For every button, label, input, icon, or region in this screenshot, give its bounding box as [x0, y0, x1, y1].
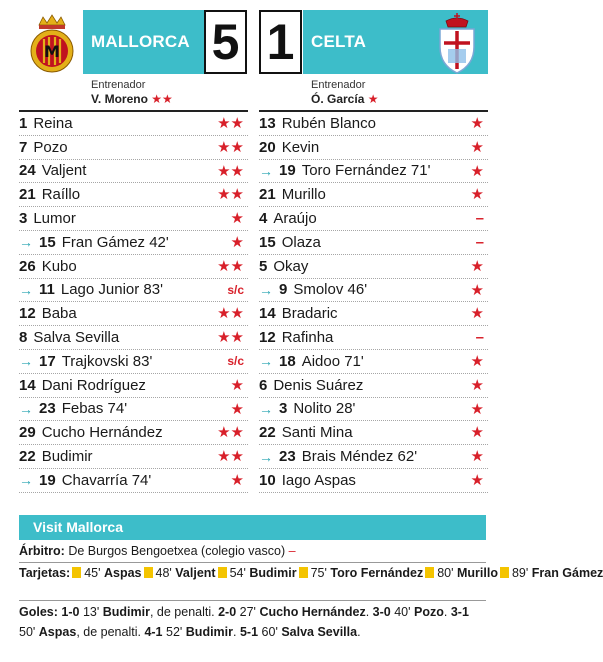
player-rating: ★★: [217, 448, 244, 466]
player-number: 14: [19, 376, 36, 394]
home-player-row: [19, 112, 248, 136]
player-name: Rafinha: [281, 329, 334, 347]
goal-player: Pozo: [414, 605, 444, 619]
player-name: Araújo: [273, 210, 317, 228]
player-rating: ★★: [217, 162, 244, 180]
away-player-row: [259, 207, 488, 231]
player-rating: ★: [230, 400, 244, 418]
player-name: Pozo: [33, 138, 68, 156]
player-name: Dani Rodríguez: [41, 376, 146, 394]
player-rating: ★★: [217, 305, 244, 323]
player-number: 14: [259, 305, 276, 323]
player-number: 23: [39, 400, 56, 418]
player-name: Salva Sevilla: [33, 329, 120, 347]
arrow-right-icon: →: [259, 281, 273, 298]
player-name: Kevin: [281, 138, 320, 156]
player-rating: s/c: [227, 353, 244, 368]
player-number: 19: [279, 162, 296, 180]
goal-note: .: [357, 625, 361, 639]
goal-minute: 50': [19, 625, 36, 639]
home-player-row: [19, 231, 248, 255]
home-player-row: [19, 398, 248, 422]
arrow-right-icon: →: [19, 234, 33, 251]
player-name: Chavarría 74': [61, 471, 152, 489]
away-player-row: [259, 350, 488, 374]
player-number: 22: [259, 424, 276, 442]
home-player-row: [19, 302, 248, 326]
goal-minute: 13': [82, 605, 100, 619]
player-number: 21: [259, 186, 276, 204]
away-player-row: [259, 183, 488, 207]
player-name: Olaza: [281, 233, 321, 251]
player-rating: ★: [470, 281, 484, 299]
player-rating: ★: [470, 257, 484, 275]
player-number: 26: [19, 257, 36, 275]
player-rating: ★: [470, 186, 484, 204]
player-number: 9: [279, 281, 288, 299]
sponsor-bar: Visit Mallorca: [19, 515, 486, 540]
player-number: 3: [279, 400, 288, 418]
goal-score: 3-1: [450, 605, 469, 619]
player-rating: ★: [470, 305, 484, 323]
home-player-row: [19, 279, 248, 303]
home-lineup: [19, 110, 248, 493]
home-player-row: [19, 445, 248, 469]
goal-player: Cucho Hernández: [259, 605, 366, 619]
away-player-row: [259, 136, 488, 160]
player-number: 3: [19, 210, 28, 228]
arrow-right-icon: →: [19, 400, 33, 417]
player-number: 15: [39, 233, 56, 251]
player-number: 6: [259, 376, 268, 394]
goal-score: 3-0: [372, 605, 391, 619]
home-coach: [19, 74, 248, 110]
player-name: Murillo: [281, 186, 326, 204]
home-team-column: [19, 10, 248, 493]
yellow-card-icon: [299, 567, 308, 578]
home-player-row: [19, 421, 248, 445]
player-number: 19: [39, 471, 56, 489]
player-number: 18: [279, 352, 296, 370]
card-player: Toro Fernández: [330, 566, 424, 580]
yellow-card-icon: [218, 567, 227, 578]
goal-minute: 40': [394, 605, 411, 619]
player-number: 29: [19, 424, 36, 442]
goal-note: , de penalti.: [76, 625, 141, 639]
player-name: Kubo: [41, 257, 77, 275]
player-number: 23: [279, 448, 296, 466]
player-name: Reina: [33, 114, 73, 132]
home-team-name: MALLORCA: [91, 32, 190, 51]
home-coach-label: Entrenador: [91, 79, 146, 91]
player-rating: ★: [470, 115, 484, 132]
home-player-row: [19, 374, 248, 398]
player-number: 10: [259, 471, 276, 489]
card-player: Valjent: [175, 566, 216, 580]
goal-minute: 60': [261, 625, 278, 639]
player-rating: ★: [470, 376, 484, 394]
home-player-row: [19, 255, 248, 279]
away-team-name: CELTA: [311, 32, 367, 51]
card-player: Budimir: [249, 566, 297, 580]
away-player-row: [259, 398, 488, 422]
player-name: Denis Suárez: [273, 376, 364, 394]
player-number: 8: [19, 329, 28, 347]
arrow-right-icon: →: [259, 448, 273, 465]
referee-label: Árbitro:: [19, 544, 65, 558]
player-number: 4: [259, 210, 268, 228]
player-name: Baba: [41, 305, 77, 323]
player-rating: ★★: [217, 424, 244, 442]
player-rating: ★: [470, 448, 484, 466]
player-rating: ★★: [217, 115, 244, 132]
player-name: Santi Mina: [281, 424, 353, 442]
yellow-card-icon: [500, 567, 509, 578]
away-coach-name: Ó. García: [311, 92, 365, 106]
away-player-row: [259, 302, 488, 326]
away-lineup: [259, 110, 488, 493]
away-player-row: [259, 421, 488, 445]
card-minute: 80': [437, 566, 454, 580]
home-player-row: [19, 160, 248, 184]
away-team-column: [259, 10, 488, 493]
away-player-row: [259, 279, 488, 303]
goals-section: [19, 600, 486, 642]
home-coach-stars: ★★: [151, 92, 173, 106]
home-player-row: [19, 183, 248, 207]
player-rating: ★: [470, 352, 484, 370]
goal-score: 5-1: [239, 625, 259, 639]
player-name: Fran Gámez 42': [61, 233, 169, 251]
arrow-right-icon: →: [19, 472, 33, 489]
away-player-row: [259, 160, 488, 184]
mallorca-crest-icon: [21, 13, 83, 75]
away-header: [259, 10, 488, 74]
player-rating: ★: [230, 210, 244, 228]
player-rating: –: [475, 329, 484, 347]
player-rating: –: [475, 210, 484, 228]
player-number: 17: [39, 352, 56, 370]
player-name: Toro Fernández 71': [301, 162, 431, 180]
goal-note: , de penalti.: [149, 605, 215, 619]
goal-minute: 52': [166, 625, 183, 639]
player-rating: ★★: [217, 329, 244, 347]
home-player-row: [19, 326, 248, 350]
goal-score: 2-0: [218, 605, 237, 619]
player-number: 21: [19, 186, 36, 204]
player-rating: ★: [470, 471, 484, 489]
player-name: Lago Junior 83': [60, 281, 163, 299]
yellow-card-icon: [72, 567, 81, 578]
referee-name: De Burgos Bengoetxea (colegio vasco): [68, 544, 286, 558]
player-name: Raíllo: [41, 186, 81, 204]
arrow-right-icon: →: [19, 281, 33, 298]
home-coach-name: V. Moreno: [91, 92, 148, 106]
player-rating: ★: [230, 376, 244, 394]
card-minute: 89': [511, 566, 529, 580]
arrow-right-icon: →: [259, 400, 273, 417]
goals-label: Goles:: [19, 605, 58, 619]
card-player: Aspas: [103, 566, 142, 580]
referee-rating: –: [288, 544, 296, 558]
home-player-row: [19, 136, 248, 160]
card-player: Fran Gámez: [531, 566, 603, 580]
away-coach-stars: ★: [367, 92, 379, 106]
away-score: 1: [259, 10, 302, 74]
away-player-row: [259, 112, 488, 136]
player-rating: –: [475, 233, 484, 251]
player-rating: ★★: [217, 138, 244, 156]
goal-player: Budimir: [185, 625, 234, 639]
player-rating: ★: [470, 162, 484, 180]
player-rating: ★★: [217, 257, 244, 275]
player-name: Aidoo 71': [301, 352, 364, 370]
goal-player: Budimir: [102, 605, 150, 619]
player-rating: ★★: [217, 186, 244, 204]
goal-note: .: [365, 605, 370, 619]
arrow-right-icon: →: [19, 353, 33, 370]
celta-crest-icon: [426, 13, 488, 75]
player-rating: ★: [470, 400, 484, 418]
cards-section: [19, 562, 603, 583]
player-name: Trajkovski 83': [61, 352, 153, 370]
player-name: Okay: [273, 257, 309, 275]
goal-score: 4-1: [144, 625, 163, 639]
card-minute: 75': [310, 566, 327, 580]
yellow-card-icon: [425, 567, 434, 578]
card-player: Murillo: [457, 566, 498, 580]
home-player-row: [19, 207, 248, 231]
player-name: Febas 74': [61, 400, 128, 418]
card-minute: 54': [229, 566, 246, 580]
home-player-row: [19, 350, 248, 374]
player-name: Iago Aspas: [281, 471, 356, 489]
player-number: 22: [19, 448, 36, 466]
referee-line: [19, 542, 486, 561]
home-player-row: [19, 469, 248, 493]
home-header: [19, 10, 248, 74]
player-name: Rubén Blanco: [281, 114, 376, 132]
svg-text:M: M: [44, 42, 60, 61]
player-name: Budimir: [41, 448, 93, 466]
cards-label: Tarjetas:: [19, 566, 71, 580]
player-rating: ★: [230, 233, 244, 251]
away-coach: [259, 74, 488, 110]
player-number: 12: [19, 305, 36, 323]
goal-minute: 27': [239, 605, 256, 619]
away-player-row: [259, 469, 488, 493]
player-name: Brais Méndez 62': [301, 448, 418, 466]
player-number: 20: [259, 138, 276, 156]
player-rating: ★: [470, 138, 484, 156]
arrow-right-icon: →: [259, 162, 273, 179]
player-rating: ★: [230, 471, 244, 489]
player-number: 13: [259, 114, 276, 132]
goal-player: Salva Sevilla: [281, 625, 358, 639]
player-number: 1: [19, 114, 28, 132]
home-score: 5: [204, 10, 247, 74]
arrow-right-icon: →: [259, 353, 273, 370]
player-name: Cucho Hernández: [41, 424, 163, 442]
goal-player: Aspas: [38, 625, 77, 639]
player-name: Lumor: [33, 210, 76, 228]
card-minute: 45': [84, 566, 101, 580]
goal-note: .: [443, 605, 448, 619]
away-player-row: [259, 445, 488, 469]
player-rating: ★: [470, 424, 484, 442]
away-player-row: [259, 255, 488, 279]
player-name: Nolito 28': [293, 400, 356, 418]
player-number: 5: [259, 257, 268, 275]
player-number: 15: [259, 233, 276, 251]
away-player-row: [259, 374, 488, 398]
goal-note: .: [233, 625, 237, 639]
away-coach-label: Entrenador: [311, 79, 366, 91]
player-name: Valjent: [41, 162, 87, 180]
player-rating: s/c: [227, 282, 244, 297]
player-number: 11: [39, 281, 55, 299]
card-minute: 48': [155, 566, 172, 580]
player-number: 24: [19, 162, 36, 180]
away-player-row: [259, 326, 488, 350]
player-number: 7: [19, 138, 28, 156]
yellow-card-icon: [144, 567, 153, 578]
goal-score: 1-0: [61, 605, 80, 619]
player-name: Bradaric: [281, 305, 338, 323]
away-player-row: [259, 231, 488, 255]
player-name: Smolov 46': [293, 281, 368, 299]
player-number: 12: [259, 329, 276, 347]
